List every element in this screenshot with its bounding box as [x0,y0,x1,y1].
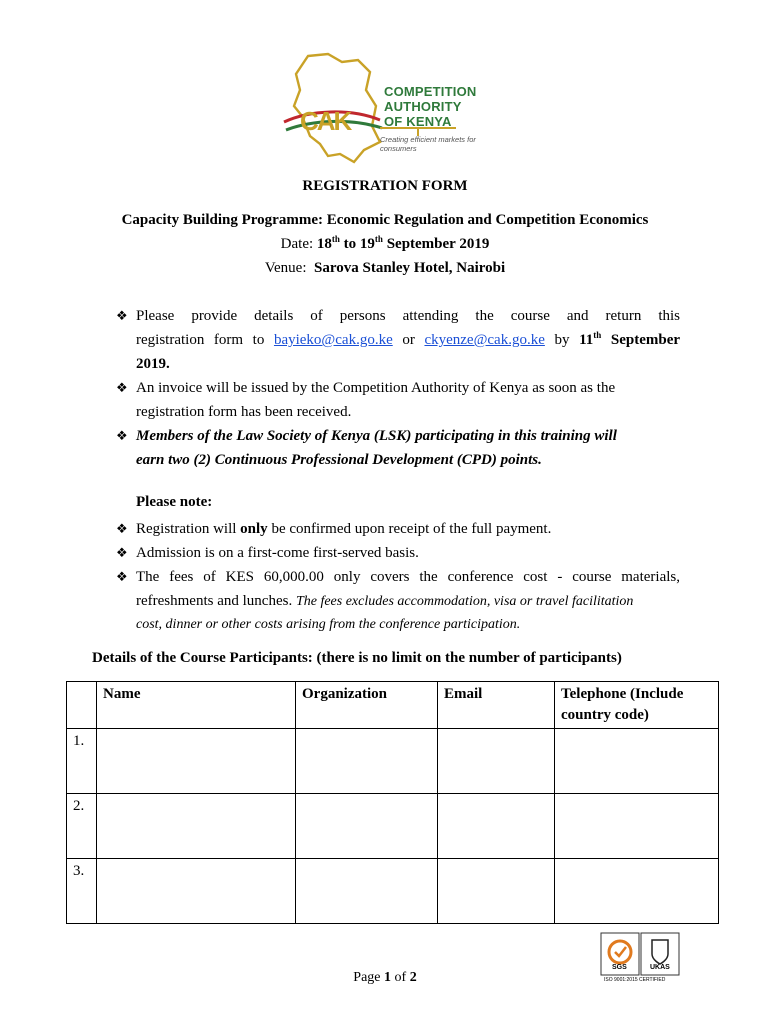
note-bullet-3 [116,565,686,637]
participants-table [66,681,719,924]
email-link-bayieko[interactable]: bayieko@cak.go.ke [273,332,393,348]
table-row [67,794,719,859]
note-3-line-2 [136,589,680,614]
venue-label: Venue: [264,260,307,276]
name-cell[interactable] [97,794,296,859]
note-3-line-3: cost, dinner or other costs arising from the conference participation. [136,617,521,632]
deadline-year: 2019. [136,356,170,372]
col-header-telephone: Telephone (Include country code) [555,682,719,729]
email-link-ckyenze[interactable]: ckyenze@cak.go.ke [424,332,545,348]
deadline-day: 11 [579,332,594,348]
note-3-line-1: The fees of KES 60,000.00 only covers the conference cost - course materials, [136,569,680,585]
instruction-bullet-2 [116,376,686,424]
bullet-3-line-1: Members of the Law Society of Kenya (LSK) participating in this training will [136,428,617,444]
diamond-bullet-icon: ❖ [116,521,128,536]
note-bullet-1 [116,517,686,541]
note-3-plain: refreshments and lunches. [136,593,293,609]
telephone-cell[interactable] [555,729,719,794]
instruction-bullet-3 [116,424,686,472]
date-to: to [343,236,357,252]
email-cell[interactable] [438,729,555,794]
name-cell[interactable] [97,859,296,924]
ukas-mark: UKAS [650,964,670,971]
logo-line-1: COMPETITION [384,84,477,99]
logo-line-3: OF KENYA [384,114,452,129]
organization-cell[interactable] [296,859,438,924]
row-number: 3. [67,859,97,924]
diamond-bullet-icon: ❖ [116,545,128,560]
bullet-2-line-1: An invoice will be issued by the Competition Authority of Kenya as soon as the [136,380,616,396]
row-number: 2. [67,794,97,859]
email-cell[interactable] [438,859,555,924]
row-number: 1. [67,729,97,794]
diamond-bullet-icon: ❖ [116,569,128,584]
bullet-2-line-2: registration form has been received. [136,404,352,420]
page-footer [0,970,770,986]
page-total: 2 [409,970,417,985]
date-month-year: September 2019 [386,236,490,252]
date-end-suffix: th [374,234,383,244]
bullet-1-line-1: Please provide details of persons attending the course and return this [136,308,680,324]
note-2-text: Admission is on a first-come first-served basis. [136,545,419,561]
col-header-number [67,682,97,729]
bullet-1-by: by [554,332,570,348]
instruction-bullet-1 [116,304,686,376]
deadline-month: September [610,332,681,348]
col-header-name: Name [97,682,296,729]
date-label: Date: [280,236,314,252]
logo-monogram: CAK [300,106,351,136]
note-bullet-2 [116,541,686,565]
logo-line-2: AUTHORITY [384,99,462,114]
date-end-day: 19 [359,236,375,252]
event-date [0,236,770,253]
diamond-bullet-icon: ❖ [116,428,128,443]
email-cell[interactable] [438,794,555,859]
note-3-italic-1: The fees excludes accommodation, visa or travel facilitation [295,594,634,609]
form-heading: REGISTRATION FORM [302,178,468,194]
participants-table-title: Details of the Course Participants: (there is no limit on the number of participants) [92,650,622,666]
date-start-day: 18 [316,236,332,252]
note-1-text [136,517,680,541]
table-row [67,729,719,794]
page-of: of [394,970,407,985]
logo-tagline: Creating efficient markets for consumers [380,135,476,153]
bullet-3-line-2: earn two (2) Continuous Professional Development (CPD) points. [136,452,542,468]
telephone-cell[interactable] [555,859,719,924]
sgs-mark: SGS [612,964,627,971]
venue-value: Sarova Stanley Hotel, Nairobi [314,260,506,276]
certification-caption: ISO 9001:2015 CERTIFIED [604,977,666,983]
note-1-suffix: be confirmed upon receipt of the full payment. [271,521,552,537]
diamond-bullet-icon: ❖ [116,308,128,323]
event-venue [0,260,770,277]
organization-cell[interactable] [296,794,438,859]
organization-cell[interactable] [296,729,438,794]
page-number: 1 [384,970,392,985]
name-cell[interactable] [97,729,296,794]
page-label: Page [353,970,381,985]
telephone-cell[interactable] [555,794,719,859]
deadline-suffix: th [593,330,602,340]
note-1-emphasis: only [240,521,268,537]
bullet-1-prefix: registration form to [136,332,265,348]
programme-title: Capacity Building Programme: Economic Regulation and Competition Economics [121,212,649,228]
table-header-row [67,682,719,729]
bullet-1-line-2 [136,328,680,352]
diamond-bullet-icon: ❖ [116,380,128,395]
col-header-organization: Organization [296,682,438,729]
bullet-1-or: or [402,332,415,348]
cak-logo [280,50,490,170]
col-header-email: Email [438,682,555,729]
table-row [67,859,719,924]
note-title: Please note: [136,494,213,510]
note-1-prefix: Registration will [136,521,237,537]
date-start-suffix: th [331,234,340,244]
